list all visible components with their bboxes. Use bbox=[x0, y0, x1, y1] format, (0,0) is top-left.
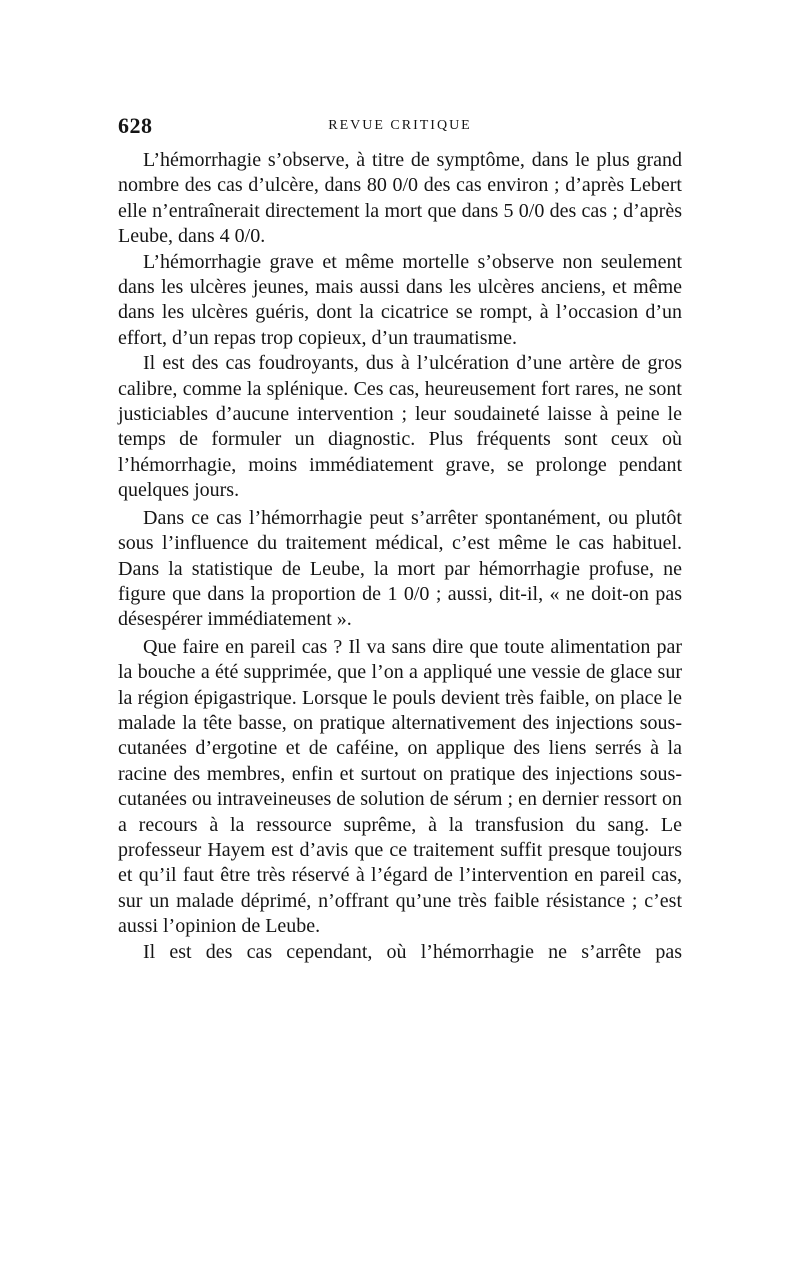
paragraph-1: L’hémorrhagie s’observe, à titre de symptôme, dans le plus grand nombre des cas d’ulcère, dans 80 0/0 des cas environ ; d’après Lebert elle n’entraînerait directement la mort que dans 5 0/0 des cas ; d’après Leube, dans 4 0/0. bbox=[118, 149, 682, 248]
paragraph-4: Dans ce cas l’hémorrhagie peut s’arrêter spontanément, ou plutôt sous l’influence du traitement médical, c’est même le cas habituel. Dans la statistique de Leube, la mort par hémorrhagie profuse, ne figure que dans la proportion de 1 0/0 ; aussi, dit-il, « ne doit-on pas désespérer immédiatement ». bbox=[118, 506, 682, 631]
page-number: 628 bbox=[118, 113, 153, 138]
page-body bbox=[118, 148, 682, 965]
page-header bbox=[118, 113, 682, 143]
paragraph-2: L’hémorrhagie grave et même mortelle s’observe non seulement dans les ulcères jeunes, mais aussi dans les ulcères anciens, et même dans les ulcères guéris, dont la cicatrice se rompt, à l’occasion d’un effort, d’un repas trop copieux, d’un traumatisme. bbox=[118, 250, 682, 349]
running-title: REVUE CRITIQUE bbox=[328, 118, 472, 133]
paragraph-6: Il est des cas cependant, où l’hémorrhagie ne s’arrête pas bbox=[143, 940, 682, 963]
paragraph-5: Que faire en pareil cas ? Il va sans dire que toute alimentation par la bouche a été supprimée, que l’on a appliqué une vessie de glace sur la région épigastrique. Lorsque le pouls devient très faible, on place le malade la tête basse, on pratique alternativement des injections sous-cutanées d’ergotine et de caféine, on applique des liens serrés à la racine des membres, enfin et surtout on pratique des injections sous-cutanées ou intraveineuses de solution de sérum ; en dernier ressort on a recours à la ressource suprême, à la transfusion du sang. Le professeur Hayem est d’avis que ce traitement suffit presque toujours et qu’il faut être très réservé à l’égard de l’intervention en pareil cas, sur un malade déprimé, n’offrant qu’une très faible résistance ; c’est aussi l’opinion de Leube. bbox=[118, 635, 682, 938]
paragraph-3: Il est des cas foudroyants, dus à l’ulcération d’une artère de gros calibre, comme la splénique. Ces cas, heureusement fort rares, ne sont justiciables d’aucune intervention ; leur soudaineté laisse à peine le temps de formuler un diagnostic. Plus fréquents sont ceux où l’hémorrhagie, moins immédiatement grave, se prolonge pendant quelques jours. bbox=[118, 352, 682, 502]
